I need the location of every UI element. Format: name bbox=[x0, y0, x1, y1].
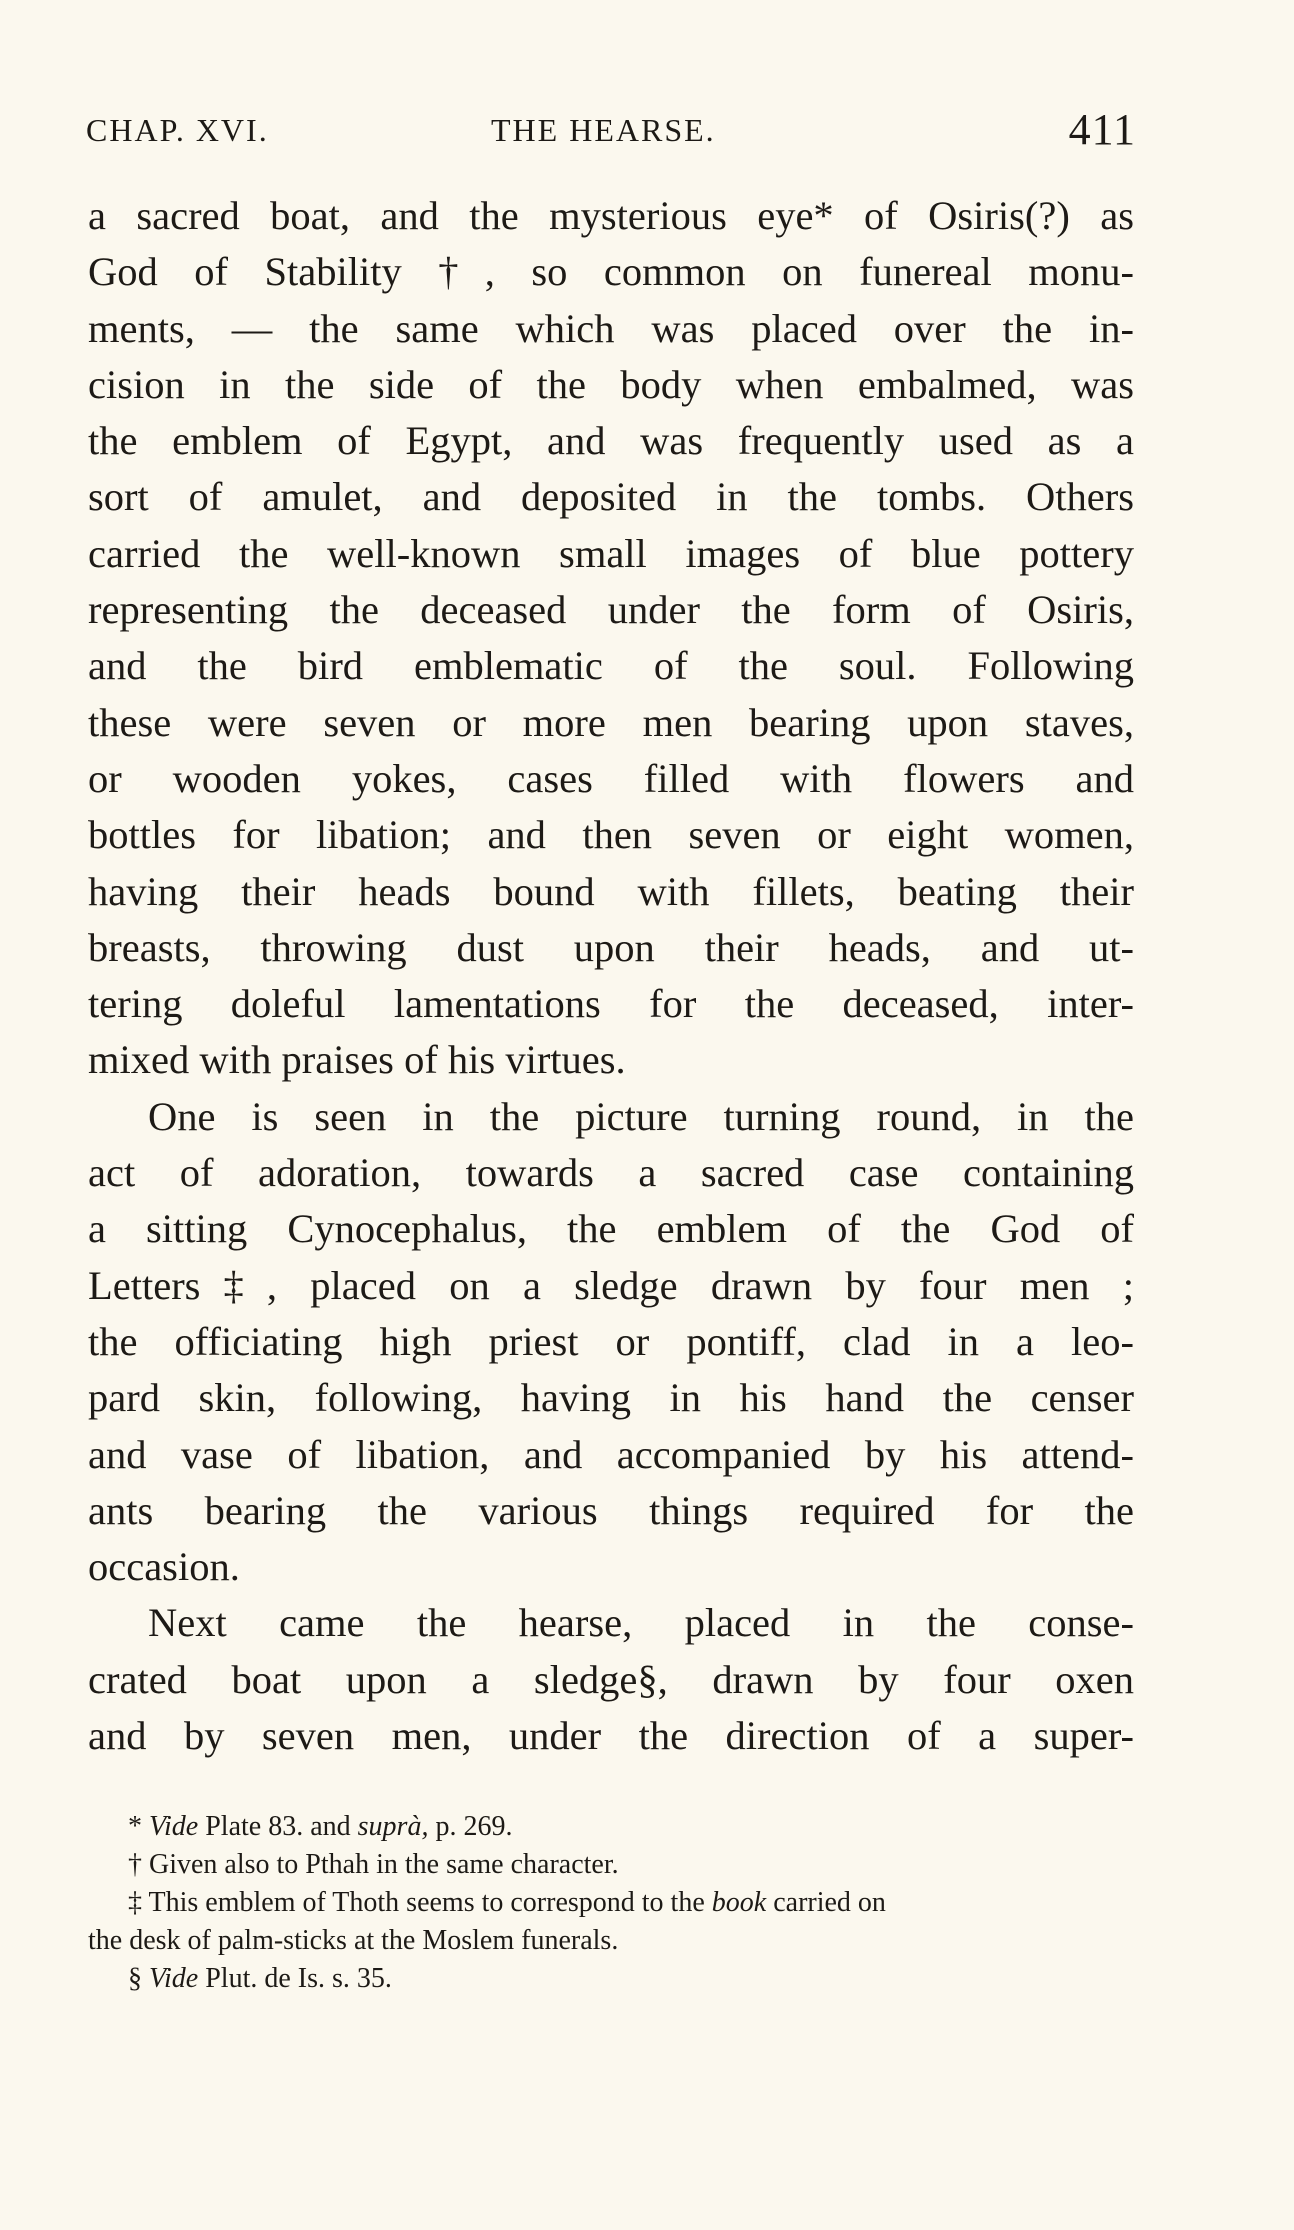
text-line: these were seven or more men bearing upon staves, bbox=[88, 699, 1134, 745]
text-line: and by seven men, under the direction of a super- bbox=[88, 1713, 1134, 1759]
chapter-label: CHAP. XVI. bbox=[86, 112, 269, 148]
running-header bbox=[86, 104, 1136, 154]
footnote-mark: * bbox=[128, 1811, 142, 1842]
footnote-text: Given also to Pthah in the same character. bbox=[149, 1849, 619, 1880]
text-line: ments, — the same which was placed over the in- bbox=[88, 305, 1134, 351]
footnote-1 bbox=[88, 1808, 1134, 1846]
footnote-3-continued: the desk of palm-sticks at the Moslem funerals. bbox=[88, 1925, 619, 1956]
footnote-text-2: carried on bbox=[773, 1887, 886, 1918]
footnote-mark: † bbox=[128, 1849, 142, 1880]
text-line: sort of amulet, and deposited in the tombs. Others bbox=[88, 474, 1134, 520]
footnote-2 bbox=[88, 1846, 1134, 1884]
footnote-book: book bbox=[711, 1887, 767, 1918]
text-line: Next came the hearse, placed in the conse- bbox=[148, 1600, 1134, 1646]
text-line: tering doleful lamentations for the deceased, inter- bbox=[88, 981, 1134, 1027]
text-line: a sacred boat, and the mysterious eye* of Osiris(?) as bbox=[88, 193, 1134, 238]
running-title: THE HEARSE. bbox=[491, 112, 716, 148]
text-line: and vase of libation, and accompanied by his attend- bbox=[88, 1431, 1134, 1477]
footnote-3 bbox=[88, 1884, 1134, 1922]
text-line: One is seen in the picture turning round, in the bbox=[148, 1093, 1134, 1139]
footnote-text: Plate 83. and bbox=[205, 1811, 351, 1842]
text-line: the emblem of Egypt, and was frequently used as a bbox=[88, 418, 1134, 464]
text-line: or wooden yokes, cases filled with flowers and bbox=[88, 755, 1134, 801]
text-line: representing the deceased under the form of Osiris, bbox=[88, 587, 1134, 633]
text-line: carried the well-known small images of blue pottery bbox=[88, 530, 1134, 576]
text-line: bottles for libation; and then seven or eight women, bbox=[88, 812, 1134, 858]
text-line: mixed with praises of his virtues. bbox=[88, 1037, 626, 1083]
text-line: having their heads bound with fillets, beating their bbox=[88, 868, 1134, 914]
footnote-mark: § bbox=[128, 1963, 142, 1994]
text-line: Letters‡, placed on a sledge drawn by four men ; bbox=[88, 1262, 1134, 1308]
footnote-4 bbox=[88, 1960, 1134, 1998]
footnote-text: Plut. de Is. s. 35. bbox=[205, 1963, 392, 1994]
footnote-text: This emblem of Thoth seems to correspond to the bbox=[148, 1887, 705, 1918]
footnote-page: p. 269. bbox=[435, 1811, 513, 1842]
text-line: ants bearing the various things required for the bbox=[88, 1487, 1134, 1533]
text-line: the officiating high priest or pontiff, clad in a leo- bbox=[88, 1318, 1134, 1364]
main-text bbox=[88, 188, 1134, 1764]
text-line: act of adoration, towards a sacred case containing bbox=[88, 1150, 1134, 1196]
text-line: breasts, throwing dust upon their heads, and ut- bbox=[88, 924, 1134, 970]
footnote-mark: ‡ bbox=[128, 1887, 142, 1918]
text-line: God of Stability †, so common on funereal monu- bbox=[88, 249, 1134, 295]
footnotes bbox=[88, 1808, 1134, 1998]
text-line: and the bird emblematic of the soul. Following bbox=[88, 643, 1134, 689]
footnote-supra: suprà, bbox=[357, 1811, 429, 1842]
text-line: a sitting Cynocephalus, the emblem of the God of bbox=[88, 1206, 1134, 1252]
text-line: pard skin, following, having in his hand the censer bbox=[88, 1375, 1134, 1421]
footnote-vide: Vide bbox=[149, 1811, 199, 1842]
footnote-vide: Vide bbox=[149, 1963, 199, 1994]
text-line: occasion. bbox=[88, 1544, 240, 1590]
page-number: 411 bbox=[1068, 105, 1136, 154]
text-line: crated boat upon a sledge§, drawn by four oxen bbox=[88, 1656, 1134, 1702]
text-line: cision in the side of the body when embalmed, was bbox=[88, 361, 1134, 407]
